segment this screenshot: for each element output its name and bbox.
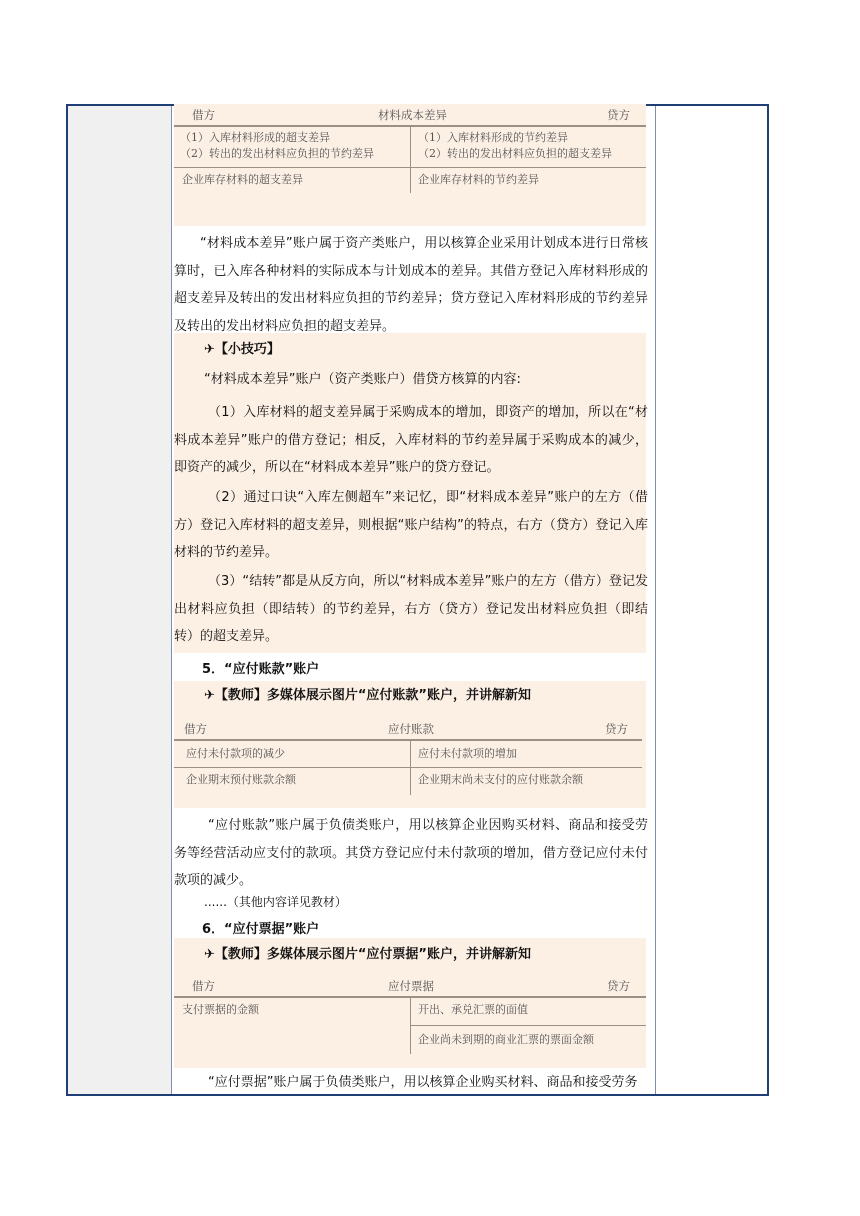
section-6-teacher: ✈【教师】多媒体展示图片“应付票据”账户，并讲解新知 bbox=[204, 947, 531, 962]
tip-intro: “材料成本差异”账户（资产类账户）借贷方核算的内容: bbox=[204, 372, 521, 387]
account-title: 材料成本差异 bbox=[378, 108, 447, 122]
debit-row-2: （2）转出的发出材料应负担的节约差异 bbox=[180, 147, 374, 160]
credit-label: 贷方 bbox=[605, 722, 628, 736]
see-textbook-note: ......（其他内容详见教材） bbox=[204, 895, 347, 909]
debit-label: 借方 bbox=[192, 108, 215, 122]
debit-label: 借方 bbox=[192, 979, 215, 993]
section-5-heading: 5．“应付账款”账户 bbox=[202, 662, 320, 677]
paragraph-accounts-payable: “应付账款”账户属于负债类账户，用以核算企业因购买材料、商品和接受劳务等经营活动应支付的款项。其贷方登记应付未付款项的增加，借方登记应付未付款项的减少。 bbox=[174, 818, 648, 888]
credit-label: 贷方 bbox=[607, 108, 630, 122]
debit-row: 支付票据的金额 bbox=[182, 1003, 259, 1016]
paragraph-notes-payable: “应付票据”账户属于负债类账户，用以核算企业购买材料、商品和接受劳务 bbox=[208, 1075, 638, 1090]
credit-balance: 企业尚未到期的商业汇票的票面金额 bbox=[418, 1033, 594, 1046]
t-account-notes-payable bbox=[174, 972, 646, 1064]
paragraph-material-variance: “材料成本差异”账户属于资产类账户，用以核算企业采用计划成本进行日常核算时，已入库各种材料的实际成本与计划成本的差异。其借方登记入库材料形成的超支差异及转出的发出材料应负担的节约差异；贷方登记入库材料形成的节约差异及转出的发出材料应负担的超支差异。 bbox=[174, 236, 648, 334]
credit-balance: 企业期末尚未支付的应付账款余额 bbox=[418, 773, 583, 786]
tip-point-3: （3）“结转”都是从反方向，所以“材料成本差异”账户的左方（借方）登记发出材料应负担（即结转）的节约差异，右方（贷方）登记发出材料应负担（即结转）的超支差异。 bbox=[174, 574, 648, 644]
debit-row-1: （1）入库材料形成的超支差异 bbox=[180, 131, 330, 144]
account-title: 应付票据 bbox=[388, 979, 434, 993]
debit-balance: 企业库存材料的超支差异 bbox=[182, 173, 303, 186]
t-account-material-variance bbox=[174, 104, 646, 226]
t-account-accounts-payable bbox=[174, 714, 646, 804]
column-divider-right bbox=[655, 106, 656, 1094]
credit-label: 贷方 bbox=[607, 979, 630, 993]
credit-row: 开出、承兑汇票的面值 bbox=[418, 1003, 528, 1016]
section-5-teacher: ✈【教师】多媒体展示图片“应付账款”账户，并讲解新知 bbox=[204, 688, 531, 703]
account-title: 应付账款 bbox=[388, 722, 434, 736]
tip-heading: ✈【小技巧】 bbox=[204, 342, 280, 357]
left-column bbox=[68, 106, 171, 1094]
credit-row: 应付未付款项的增加 bbox=[418, 747, 517, 760]
credit-row-2: （2）转出的发出材料应负担的超支差异 bbox=[418, 147, 612, 160]
section-6-heading: 6．“应付票据”账户 bbox=[202, 922, 320, 937]
debit-label: 借方 bbox=[184, 722, 207, 736]
tip-point-2: （2）通过口诀“入库左侧超车”来记忆，即“材料成本差异”账户的左方（借方）登记入库材料的超支差异，则根据“账户结构”的特点，右方（贷方）登记入库材料的节约差异。 bbox=[174, 490, 648, 560]
debit-row: 应付未付款项的减少 bbox=[186, 747, 285, 760]
column-divider-left bbox=[171, 106, 172, 1094]
credit-balance: 企业库存材料的节约差异 bbox=[418, 173, 539, 186]
credit-row-1: （1）入库材料形成的节约差异 bbox=[418, 131, 568, 144]
tip-point-1: （1）入库材料的超支差异属于采购成本的增加，即资产的增加，所以在“材料成本差异”账户的借方登记；相反，入库材料的节约差异属于采购成本的减少，即资产的减少，所以在“材料成本差异”账户的贷方登记。 bbox=[174, 405, 648, 475]
debit-balance: 企业期末预付账款余额 bbox=[186, 773, 296, 786]
